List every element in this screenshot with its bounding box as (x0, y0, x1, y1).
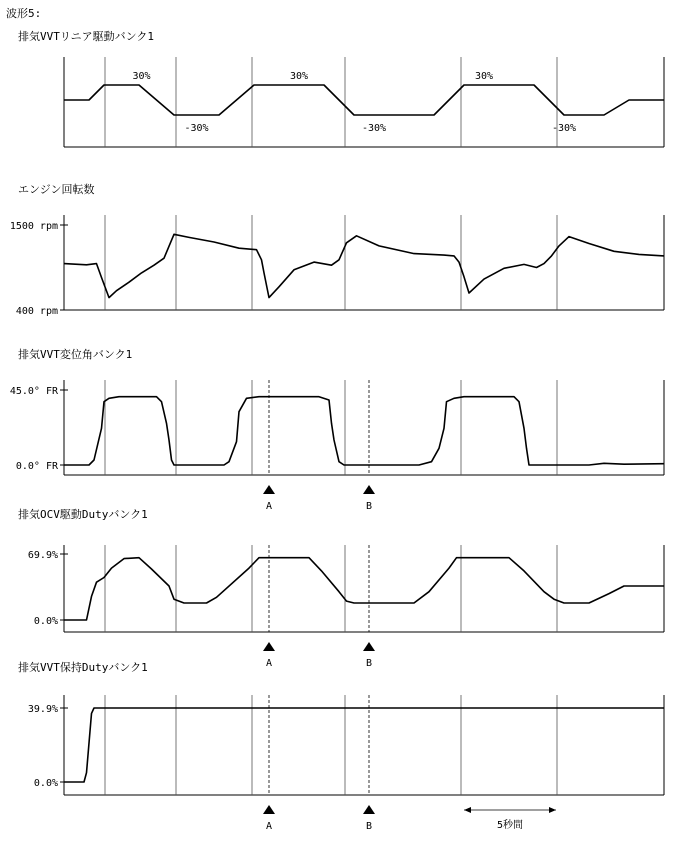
marker-label-b: B (365, 821, 373, 832)
chart-panels (10, 29, 664, 832)
y-tick-label: 1500 rpm (9, 221, 58, 232)
marker-triangle-icon (263, 642, 275, 651)
series-line (64, 558, 664, 620)
step-annotation: 30% (474, 71, 494, 82)
chart-panel-3 (10, 347, 664, 512)
series-line (64, 85, 664, 115)
chart-title: エンジン回転数 (18, 183, 95, 196)
step-annotation: 30% (132, 71, 151, 82)
marker-label-a: A (265, 658, 273, 669)
y-tick-label: 69.9% (27, 550, 58, 561)
chart-title: 排気VVTリニア駆動バンク1 (18, 30, 155, 43)
series-line (64, 234, 664, 297)
y-tick-label: 400 rpm (15, 306, 58, 317)
chart-panel-5 (18, 660, 664, 832)
series-line (64, 397, 664, 465)
y-tick-label: 0.0% (33, 778, 58, 789)
marker-label-a: A (265, 821, 273, 832)
duration-label: 5秒間 (496, 820, 524, 831)
duration-arrow-right-icon (549, 807, 556, 813)
step-annotation: -30% (361, 123, 387, 134)
step-annotation: -30% (184, 123, 209, 134)
chart-panel-1 (18, 29, 664, 147)
y-tick-label: 45.0° FR (9, 386, 58, 397)
step-annotation: -30% (551, 123, 577, 134)
marker-triangle-icon (363, 805, 375, 814)
marker-label-a: A (265, 501, 273, 512)
marker-triangle-icon (263, 805, 275, 814)
marker-triangle-icon (263, 485, 275, 494)
marker-triangle-icon (363, 642, 375, 651)
step-annotation: 30% (289, 71, 309, 82)
y-tick-label: 0.0% (33, 616, 58, 627)
chart-title: 排気OCV駆動Dutyバンク1 (18, 508, 148, 521)
chart-panel-4 (18, 507, 664, 669)
marker-label-b: B (365, 658, 373, 669)
page-title: 波形5: (6, 7, 42, 20)
marker-triangle-icon (363, 485, 375, 494)
series-line (64, 708, 664, 782)
chart-title: 排気VVT保持Dutyバンク1 (18, 661, 148, 674)
chart-title: 排気VVT変位角バンク1 (18, 348, 133, 361)
duration-arrow-left-icon (464, 807, 471, 813)
y-tick-label: 0.0° FR (15, 461, 58, 472)
chart-panel-2 (10, 182, 664, 317)
marker-label-b: B (365, 501, 373, 512)
y-tick-label: 39.9% (27, 704, 58, 715)
duration-indicator (464, 807, 556, 831)
